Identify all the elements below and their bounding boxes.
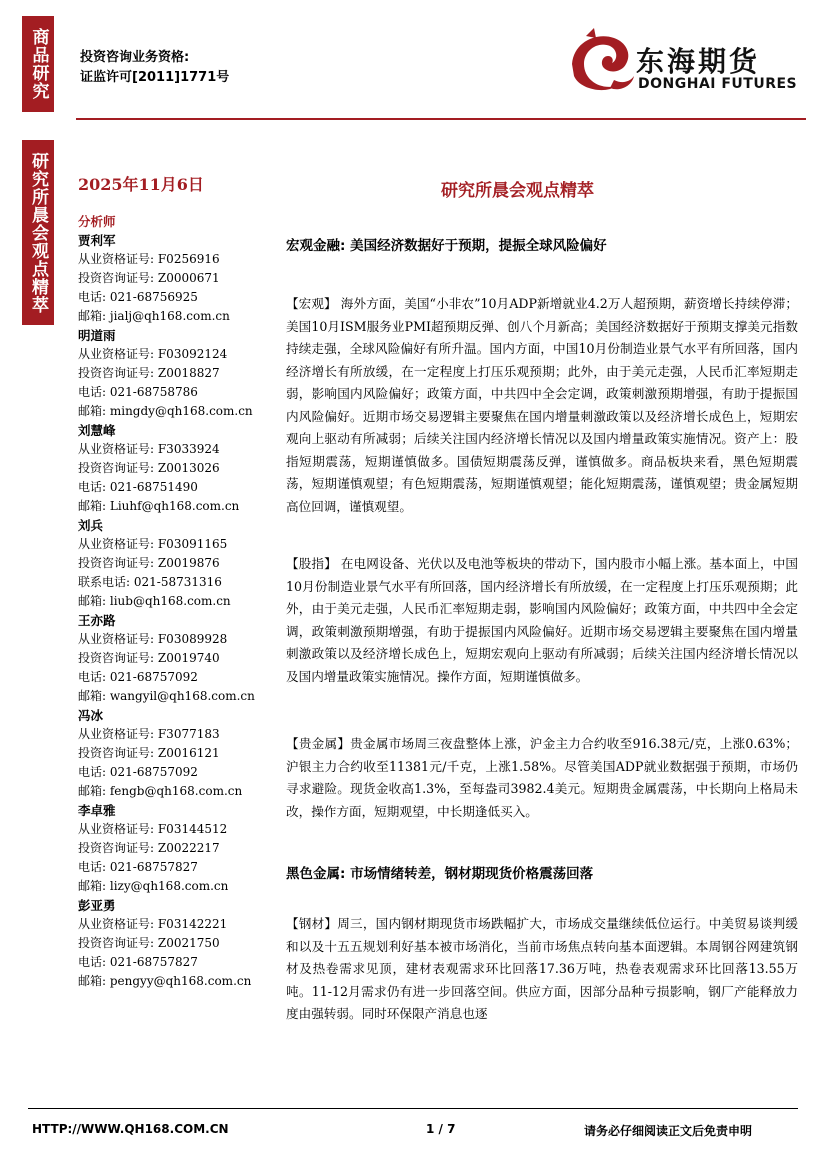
analyst-advisory-cert: 投资咨询证号: Z0021750: [78, 936, 220, 950]
analyst-email: 邮箱: liub@qh168.com.cn: [78, 594, 231, 608]
analyst-name: 彭亚勇: [78, 898, 116, 913]
license-line-2: 证监许可[2011]1771号: [80, 70, 230, 85]
analyst-email: 邮箱: lizy@qh168.com.cn: [78, 879, 229, 893]
analyst-cert: 从业资格证号: F03091165: [78, 537, 228, 551]
analysts-heading: 分析师: [78, 214, 116, 229]
analyst-card: [78, 516, 278, 611]
analyst-advisory-cert: 投资咨询证号: Z0016121: [78, 746, 220, 760]
analyst-name: 刘慧峰: [78, 423, 116, 438]
analyst-advisory-cert: 投资咨询证号: Z0013026: [78, 461, 220, 475]
ferrous-section-heading: 黑色金属: 市场情绪转差，钢材期现货价格震荡回落: [286, 866, 594, 882]
analyst-phone: 电话: 021-68757827: [78, 955, 198, 969]
analyst-card: [78, 611, 278, 706]
report-title: 研究所晨会观点精萃: [441, 181, 594, 201]
report-date: 2025年11月6日: [78, 175, 204, 194]
analyst-cert: 从业资格证号: F03089928: [78, 632, 228, 646]
report-series-label: 研究所晨会观点精萃: [22, 140, 54, 325]
analyst-email: 邮箱: fengb@qh168.com.cn: [78, 784, 243, 798]
analyst-name: 贾利军: [78, 233, 116, 248]
analyst-name: 冯冰: [78, 708, 104, 723]
logo-text-en: DONGHAI FUTURES: [638, 76, 798, 92]
analyst-email: 邮箱: wangyil@qh168.com.cn: [78, 689, 255, 703]
analyst-card: [78, 706, 278, 801]
precious-metals-paragraph: 【贵金属】贵金属市场周三夜盘整体上涨，沪金主力合约收至916.38元/克，上涨0.63%；沪银主力合约收至11381元/千克，上涨1.58%。尽管美国ADP就业数据强于预期，市场仍寻求避险。现货金收高1.3%，至每盎司3982.4美元。短期贵金属震荡，中长期向上格局未改，操作方面，短期观望，中长期逢低买入。: [286, 736, 798, 819]
analyst-cert: 从业资格证号: F03092124: [78, 347, 228, 361]
analyst-phone: 电话: 021-68756925: [78, 290, 198, 304]
page-number: 1 / 7: [426, 1122, 456, 1136]
analyst-phone: 电话: 021-68758786: [78, 385, 198, 399]
analyst-email: 邮箱: Liuhf@qh168.com.cn: [78, 499, 240, 513]
logo-text-cn: 东海期货: [636, 45, 761, 78]
category-label: 商品研究: [22, 16, 54, 112]
analyst-card: [78, 231, 278, 326]
analyst-card: [78, 801, 278, 896]
analyst-advisory-cert: 投资咨询证号: Z0018827: [78, 366, 220, 380]
analyst-name: 明道雨: [78, 328, 116, 343]
analyst-phone: 电话: 021-68757827: [78, 860, 198, 874]
analyst-cert: 从业资格证号: F0256916: [78, 252, 220, 266]
analyst-card: [78, 421, 278, 516]
analyst-advisory-cert: 投资咨询证号: Z0019876: [78, 556, 220, 570]
analyst-list: [78, 231, 278, 991]
analyst-cert: 从业资格证号: F03142221: [78, 917, 228, 931]
analyst-card: [78, 326, 278, 421]
analyst-phone: 电话: 021-68757092: [78, 765, 198, 779]
analyst-cert: 从业资格证号: F3033924: [78, 442, 220, 456]
analyst-phone: 电话: 021-68757092: [78, 670, 198, 684]
license-info: [80, 48, 229, 88]
license-line-1: 投资咨询业务资格:: [80, 50, 190, 65]
analyst-phone: 电话: 021-68751490: [78, 480, 198, 494]
analyst-card: [78, 896, 278, 991]
analyst-advisory-cert: 投资咨询证号: Z0022217: [78, 841, 220, 855]
analyst-cert: 从业资格证号: F03144512: [78, 822, 228, 836]
analyst-email: 邮箱: pengyy@qh168.com.cn: [78, 974, 252, 988]
analyst-advisory-cert: 投资咨询证号: Z0019740: [78, 651, 220, 665]
website-link[interactable]: HTTP://WWW.QH168.COM.CN: [32, 1122, 229, 1136]
footer-divider: [28, 1108, 798, 1109]
analyst-name: 刘兵: [78, 518, 104, 533]
disclaimer-note: 请务必仔细阅读正文后免责申明: [584, 1124, 753, 1138]
analyst-email: 邮箱: jialj@qh168.com.cn: [78, 309, 230, 323]
steel-paragraph: 【钢材】周三，国内钢材期现货市场跌幅扩大，市场成交量继续低位运行。中美贸易谈判缓和以及十五五规划利好基本被市场消化，当前市场焦点转向基本面逻辑。本周钢谷网建筑钢材及热卷需求见顶，建材表观需求环比回落17.36万吨，热卷表观需求环比回落13.55万吨。11-12月需求仍有进一步回落空间。供应方面，因部分品种亏损影响，钢厂产能释放力度由强转弱。同时环保限产消息也逐: [286, 916, 798, 1021]
analyst-email: 邮箱: mingdy@qh168.com.cn: [78, 404, 253, 418]
analyst-phone: 联系电话: 021-58731316: [78, 575, 222, 589]
macro-paragraph: 【宏观】 海外方面，美国“小非农”10月ADP新增就业4.2万人超预期，薪资增长持续停滞；美国10月ISM服务业PMI超预期反弹、创八个月新高；美国经济数据好于预期支撑美元指数持续走强，全球风险偏好有所升温。国内方面，中国10月份制造业景气水平有所回落，国内经济增长有所放缓，在一定程度上打压乐观预期；此外，由于美元走强，人民币汇率短期走弱，影响国内风险偏好；政策方面，中共四中全会定调，政策刺激预期增强，有助于提振国内风险偏好。近期市场交易逻辑主要聚焦在国内增量刺激政策以及经济增长成色上，短期宏观向上驱动有所减弱；后续关注国内经济增长情况以及国内增量政策实施情况。资产上：股指短期震荡，短期谨慎做多。国债短期震荡反弹，谨慎做多。商品板块来看，黑色短期震荡，短期谨慎观望；有色短期震荡，短期谨慎观望；能化短期震荡，谨慎观望；贵金属短期高位回调，谨慎观望。: [286, 296, 798, 514]
analyst-advisory-cert: 投资咨询证号: Z0000671: [78, 271, 220, 285]
analyst-cert: 从业资格证号: F3077183: [78, 727, 220, 741]
header-divider: [76, 118, 806, 120]
analyst-name: 李卓雅: [78, 803, 116, 818]
analyst-name: 王亦路: [78, 613, 116, 628]
macro-section-heading: 宏观金融: 美国经济数据好于预期，提振全球风险偏好: [286, 238, 607, 254]
stock-index-paragraph: 【股指】 在电网设备、光伏以及电池等板块的带动下，国内股市小幅上涨。基本面上，中国10月份制造业景气水平有所回落，国内经济增长有所放缓，在一定程度上打压乐观预期；此外，由于美元走强，人民币汇率短期走弱，影响国内风险偏好；政策方面，中共四中全会定调，政策刺激预期增强，有助于提振国内风险偏好。近期市场交易逻辑主要聚焦在国内增量刺激政策以及经济增长成色上，短期宏观向上驱动有所减弱；后续关注国内经济增长情况以及国内增量政策实施情况。操作方面，短期谨慎做多。: [286, 556, 798, 684]
